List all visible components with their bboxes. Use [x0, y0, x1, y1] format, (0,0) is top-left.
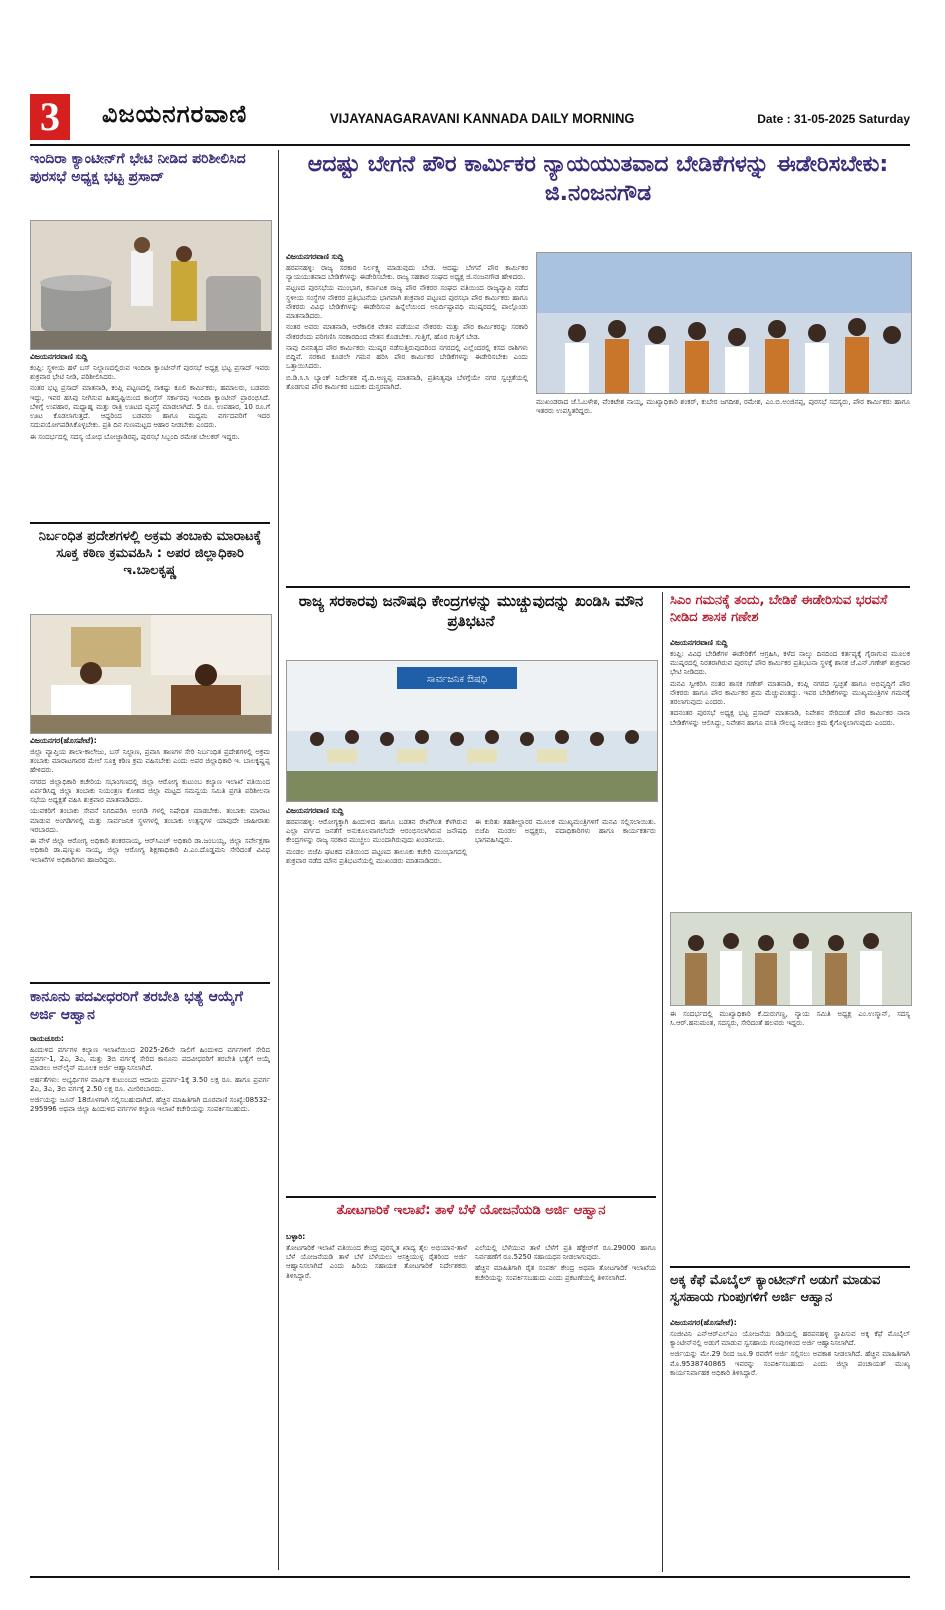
story-law-graduates: [30, 988, 270, 1025]
story-canteen: [30, 150, 270, 187]
headline-akka-cafe: ಅಕ್ಕ ಕೆಫೆ ಮೊಬೈಲ್ ಕ್ಯಾಂಟೀನ್‌ಗೆ ಅಡುಗೆ ಮಾಡುವ ಸ್ವಸಹಾಯ ಗುಂಪುಗಳಿಗೆ ಅರ್ಜಿ ಆಹ್ವಾನ: [670, 1273, 881, 1306]
body-main-continued: [536, 398, 910, 416]
masthead-title-kannada: ವಿಜಯನಗರವಾಣಿ: [102, 100, 248, 128]
paragraph: ನಂತರ ಅವರು ಮಾತನಾಡಿ, ಅರೆಕಾಲಿಕ ವೇತನ ಪಡೆಯುವ ನೌಕರರು ಮತ್ತು ಪೌರ ಕಾರ್ಮಿಕರನ್ನು ಸರಕಾರಿ ನೌಕರರೆಂದು ಪರಿಗಣಿಸಿ ಸರಕಾರದಿಂದ ವೇತನ ಕೊಡಬೇಕು. ಗುತ್ತಿಗೆ, ಹೊರ ಗುತ್ತಿಗೆ ಬೇಡ.: [286, 323, 528, 341]
body-main: [286, 264, 528, 392]
photo-tobacco-illustration: [31, 615, 271, 733]
story-main-text: [286, 252, 528, 394]
paragraph: ಈ ಸಂದರ್ಭದಲ್ಲಿ ಸದಸ್ಯ ಯೋಧ ಬೋಜ್ಜಾಡಿರಪ್ಪ, ಪುರಸಭೆ ಸಿಬ್ಬಂದಿ ರಮೇಶ ಬೇಲಕರ್ ಇದ್ದರು.: [30, 432, 240, 441]
story-jan-aushadhi-text: [286, 806, 656, 866]
headline-jan-aushadhi: ರಾಜ್ಯ ಸರಕಾರವು ಜನೌಷಧಿ ಕೇಂದ್ರಗಳನ್ನು ಮುಚ್ಚುವುದನ್ನು ಖಂಡಿಸಿ ಮೌನ ಪ್ರತಿಭಟನೆ: [298, 592, 644, 630]
newspaper-page: [30, 92, 910, 1592]
paragraph: ಮುಖಂಡರಾದ ಜೆ.ಓಬಳೇಶ, ವೆಂಕಟೇಶ ನಾಯ್ಕ, ಮುಖ್ಯಾಧಿಕಾರಿ ಶಂಕರ್, ಕುಬೇರ ಜಗದೀಶ, ರಮೇಶ, ಎಂ.ಬಿ.ಅಂಜಿನಪ್ಪ, ಪುರಸಭೆ ಸದಸ್ಯರು, ಪೌರ ಕಾರ್ಮಿಕರು ಹಾಗೂ ಇತರರು ಉಪಸ್ಥಿತರಿದ್ದರು.: [536, 398, 910, 416]
store-sign: ಸಾರ್ವಜನಿಕ ಔಷಧಿ: [426, 674, 488, 685]
photo-canteen-illustration: [31, 221, 271, 349]
paragraph: ಹರಪನಹಳ್ಳಿ: ಆರೋಗ್ಯಕ್ಕಾಗಿ ಹಿಂದುಳಿದ ಹಾಗೂ ಬಡತನ ರೇಖೆಗಿಂತ ಕೆಳಗಿರುವ ಎಲ್ಲಾ ವರ್ಗದ ಜನತೆಗೆ ಅನುಕೂಲವಾಗಲೆಂದೇ ಆರಂಭಿಸಲಾಗಿರುವ ಜನೌಷಧಿ ಕೇಂದ್ರಗಳನ್ನು ರಾಜ್ಯ ಸರಕಾರ ಮುಚ್ಚಲು ಮುಂದಾಗಿರುವುದು ಖಂಡನೀಯ.: [286, 818, 467, 845]
paragraph: ಜಿಲ್ಲಾ ವ್ಯಾಪ್ತಿಯ ಶಾಲಾ-ಕಾಲೇಜು, ಬಸ್ ನಿಲ್ದಾಣ, ಪ್ರವಾಸಿ ತಾಣಗಳ ಸೇರಿ ನಿರ್ಬಂಧಿತ ಪ್ರದೇಶಗಳಲ್ಲಿ ಅಕ್ರಮ ತಂಬಾಕು ಮಾರಾಟಗಾರರ ಮೇಲೆ ಸೂಕ್ತ ಕಠಿಣ ಕ್ರಮ ವಹಿಸಬೇಕು ಎಂದು ಅಪರ ಜಿಲ್ಲಾಧಿಕಾರಿ ಇ. ಬಾಲಕೃಷ್ಣಪ್ಪ ಹೇಳಿದರು.: [30, 748, 270, 775]
headline-canteen: ಇಂದಿರಾ ಕ್ಯಾಂಟೀನ್‌ಗೆ ಭೇಟಿ ನೀಡಿದ ಪರಿಶೀಲಿಸಿದ ಪುರಸಭೆ ಅಧ್ಯಕ್ಷ ಭಟ್ಟ ಪ್ರಸಾದ್: [30, 151, 246, 186]
page-bottom-rule: [30, 1576, 910, 1578]
divider: [30, 522, 270, 524]
headline-law-graduates: ಕಾನೂನು ಪದವೀಧರರಿಗೆ ತರಬೇತಿ ಭತ್ಯೆ ಆಯ್ಕೆಗೆ ಅರ್ಜಿ ಆಹ್ವಾನ: [30, 989, 243, 1024]
byline-law: ರಾಯಚೂರು:: [30, 1034, 64, 1043]
body-cm-visit-continued: [670, 1010, 910, 1028]
body-cm-visit: [670, 650, 910, 728]
byline-main: ವಿಜಯನಗರವಾಣಿ ಸುದ್ದಿ: [286, 252, 344, 261]
paragraph: ನಂತರ ಭಟ್ಟ ಪ್ರಸಾದ್ ಮಾತನಾಡಿ, ಕಂಪ್ಲಿ ಪಟ್ಟಣದಲ್ಲಿ ಸಾಕಷ್ಟು ಕೂಲಿ ಕಾರ್ಮಿಕರು, ಹಮಾಲರು, ಬಡವರು ಇದ್ದು, ಇವರ ಹಸಿವು ನೀಗಿಸುವ ಹಿತದೃಷ್ಟಿಯಿಂದ ಕಾಂಗ್ರೆಸ್ ಸರ್ಕಾರವು ಇಂದಿರಾ ಕ್ಯಾಂಟೀನ್ ಪ್ರಾರಂಭಿಸಿದೆ. ಬೆಳಿಗ್ಗೆ ಉಪಹಾರ, ಮಧ್ಯಾಹ್ನ ಮತ್ತು ರಾತ್ರಿ ಊಟದ ವ್ಯವಸ್ಥೆ ಮಾಡಲಾಗಿದೆ. 5 ರೂ. ಉಪಹಾರ, 10 ರೂ.ಗೆ ಊಟ ಕೊಡಲಾಗುತ್ತದೆ. ಆದ್ದರಿಂದ ಬಡವರು ಹಾಗೂ ಮಧ್ಯಮ ವರ್ಗದವರಿಗೆ ಇದರ ಸದುಪಯೋಗಪಡಿಸಿಕೊಳ್ಳಬೇಕು. ಪ್ರತಿ ದಿನ ಗುಣಮಟ್ಟದ ಆಹಾರ ನೀಡಬೇಕು ಎಂದರು.: [30, 384, 270, 430]
photo-protest-illustration: [537, 253, 911, 393]
paragraph: ಸಂಜೀವಿನಿ ಎನ್‌ಆರ್‌ಎಲ್‌ಎಂ ಯೋಜನೆಯ ಡಿಡಿಯಲ್ಲಿ ಹರಪನಹಳ್ಳಿ ಸ್ಥಾಪಿಸುವ ಅಕ್ಕ ಕೆಫೆ ಮೊಬೈಲ್ ಕ್ಯಾಂಟೀನ್‌ನಲ್ಲಿ ಅಡುಗೆ ಮಾಡುವ ಸ್ವಸಹಾಯ ಗುಂಪುಗಳಿಂದ ಅರ್ಜಿ ಆಹ್ವಾನಿಸಲಾಗಿದೆ.: [670, 1330, 910, 1348]
story-illegal-tobacco: [30, 528, 270, 579]
paragraph: ಈ ಕುರಿತು ತಹಶೀಲ್ದಾರರ ಮೂಲಕ ಮುಖ್ಯಮಂತ್ರಿಗಳಿಗೆ ಮನವಿ ಸಲ್ಲಿಸಲಾಯಿತು. ಬಿಜೆಪಿ ಮಂಡಲ ಅಧ್ಯಕ್ಷರು, ಪದಾಧಿಕಾರಿಗಳು ಹಾಗೂ ಕಾರ್ಯಕರ್ತರು ಭಾಗವಹಿಸಿದ್ದರು.: [475, 818, 656, 845]
photo-jan-aushadhi-illustration: [287, 661, 657, 801]
story-main-continued: [536, 398, 910, 418]
story-jan-aushadhi: [286, 592, 656, 632]
body-canteen: [30, 364, 270, 442]
byline-cm-visit: ವಿಜಯನಗರವಾಣಿ ಸುದ್ದಿ: [670, 638, 728, 647]
paragraph: ಎಲೆಯಲ್ಲಿ ಬೆಳೆಯುವ ತಾಳೆ ಬೆಳೆಗೆ ಪ್ರತಿ ಹೆಕ್ಟೇರ್‌ಗೆ ರೂ.29000 ಹಾಗೂ ನಿರ್ವಹಣೆಗೆ ರೂ.5250 ಸಹಾಯಧನ ನೀಡಲಾಗುವುದು.: [475, 1244, 656, 1262]
paragraph: ಅರ್ಜಿಯನ್ನು ಮೇ.29 ರಿಂದ ಜೂ.9 ರವರೆಗೆ ಅರ್ಜಿ ಸಲ್ಲಿಸಲು ಅವಕಾಶ ನೀಡಲಾಗಿದೆ. ಹೆಚ್ಚಿನ ಮಾಹಿತಿಗಾಗಿ ಮೊ.9538740865 ಇವರನ್ನು ಸಂಪರ್ಕಿಸಬಹುದು ಎಂದು ಜಿಲ್ಲಾ ಪಂಚಾಯತ್ ಮುಖ್ಯ ಕಾರ್ಯನಿರ್ವಾಹಕ ಅಧಿಕಾರಿ ತಿಳಿಸಿದ್ದಾರೆ.: [670, 1350, 910, 1377]
paragraph: ಬಿ.ಡಿ.ಸಿ.ಸಿ ಬ್ಯಾಂಕ್ ನಿರ್ದೇಶಕ ವೈ.ದಿ.ಅಣ್ಣಪ್ಪ ಮಾತನಾಡಿ, ಪ್ರತಿನಿತ್ಯವೂ ಬೆಳಗ್ಗೆಯೇ ನಗರ ಸ್ವಚ್ಛತೆಯಲ್ಲಿ ತೊಡಗುವ ಪೌರ ಕಾರ್ಮಿಕರ ಬದುಕು ದುಸ್ತರವಾಗಿದೆ.: [286, 373, 528, 391]
story-canteen-text: [30, 352, 270, 444]
story-cm-visit: [670, 592, 910, 626]
divider: [670, 1266, 910, 1268]
body-tobacco: [30, 748, 270, 865]
story-horticulture: [286, 1202, 656, 1219]
paragraph: ಯುವಕರಿಗೆ ತಂಬಾಕು ಸೇವನೆ ನಿಗದಿಪಡಿಸಿ ಅಂಗಡಿ ಗಳಲ್ಲಿ ನಿಷೇಧಿತ ಮಾಡಬೇಕು. ತಂಬಾಕು ಮಾರಾಟ ಮಾಡುವ ಅಂಗಡಿಗಳಲ್ಲಿ ಮತ್ತು ಸಾರ್ವಜನಿಕ ಸ್ಥಳಗಳಲ್ಲಿ ತಂಬಾಕು ಉತ್ಪನ್ನಗಳ ಯಾವುದೇ ಜಾಹೀರಾತು ಇರಬಾರದು.: [30, 807, 270, 834]
story-akka-cafe: [670, 1272, 910, 1306]
story-main-headline: [286, 150, 910, 208]
headline-illegal-tobacco: ನಿರ್ಬಂಧಿತ ಪ್ರದೇಶಗಳಲ್ಲಿ ಅಕ್ರಮ ತಂಬಾಕು ಮಾರಾಟಕ್ಕೆ ಸೂಕ್ತ ಕಠಿಣ ಕ್ರಮವಹಿಸಿ : ಅಪರ ಜಿಲ್ಲಾಧಿಕಾರಿ ಇ.ಬಾಲಕೃಷ್ಣ: [38, 529, 262, 579]
paragraph: ಹರಪನಹಳ್ಳಿ: ರಾಜ್ಯ ಸರಕಾರ ನಿರ್ಲಕ್ಷ್ಯ ಮಾಡುವುದು ಬೇಡ. ಆದಷ್ಟು ಬೇಗನೆ ಪೌರ ಕಾರ್ಮಿಕರ ನ್ಯಾಯಯುತವಾದ ಬೇಡಿಕೆಗಳನ್ನು ಈಡೇರಿಸಬೇಕು. ರಾಜ್ಯ ಸಹಕಾರ ಸಂಘದ ಅಧ್ಯಕ್ಷ ಜಿ.ನಂಜನಗೌಡ ಹೇಳಿದರು.: [286, 264, 528, 282]
body-horticulture: [286, 1244, 656, 1284]
paragraph: ಮಂಡಲ ಬಿಜೆಪಿ ಘಟಕದ ವತಿಯಿಂದ ಪಟ್ಟಣದ ತಾಲೂಕು ಕಚೇರಿ ಮುಂಭಾಗದಲ್ಲಿ ಶುಕ್ರವಾರ ನಡೆದ ಮೌನ ಪ್ರತಿಭಟನೆಯಲ್ಲಿ ಮುಖಂಡರು ಮಾತನಾಡಿದರು.: [286, 847, 467, 865]
headline-horticulture: ತೋಟಗಾರಿಕೆ ಇಲಾಖೆ: ತಾಳೆ ಬೆಳೆ ಯೋಜನೆಯಡಿ ಅರ್ಜಿ ಆಹ್ವಾನ: [336, 1203, 606, 1218]
story-illegal-tobacco-text: [30, 736, 270, 867]
headline-cm-visit: ಸಿಎಂ ಗಮನಕ್ಕೆ ತಂದು, ಬೇಡಿಕೆ ಈಡೇರಿಸುವ ಭರವಸೆ ನೀಡಿದ ಶಾಸಕ ಗಣೇಶ: [670, 593, 888, 626]
byline-jan-aushadhi: ವಿಜಯನಗರವಾಣಿ ಸುದ್ದಿ: [286, 806, 344, 815]
paragraph: ಈ ವೇಳೆ ಜಿಲ್ಲಾ ಆರೋಗ್ಯ ಅಧಿಕಾರಿ ಶಂಕರನಾಯ್ಕ, ಆರ್‌ಸಿಎಚ್ ಅಧಿಕಾರಿ ಡಾ.ಜಂಬಯ್ಯ, ಜಿಲ್ಲಾ ಸರ್ವೇಕ್ಷಣಾ ಅಧಿಕಾರಿ ಡಾ.ಷಣ್ಮುಖ ನಾಯ್ಕ, ಜಿಲ್ಲಾ ಆರೋಗ್ಯ ಶಿಕ್ಷಣಾಧಿಕಾರಿ ಪಿ.ಎಂ.ದೊಡ್ಡಮನಿ ಸೇರಿದಂತೆ ವಿವಿಧ ಇಲಾಖೆಗಳ ಅಧಿಕಾರಿಗಳು ಹಾಜರಿದ್ದರು.: [30, 837, 270, 864]
byline-akka-cafe: ವಿಜಯನಗರ(ಹೊಸಪೇಟೆ):: [670, 1318, 737, 1327]
masthead: [30, 92, 910, 146]
divider: [286, 586, 910, 588]
photo-cm-visit-illustration: [671, 913, 911, 1005]
paragraph: ಹೆಚ್ಚಿನ ಮಾಹಿತಿಗಾಗಿ ರೈತ ಸಂಪರ್ಕ ಕೇಂದ್ರ ಅಥವಾ ತೋಟಗಾರಿಕೆ ಇಲಾಖೆಯ ಕಚೇರಿಯನ್ನು ಸಂಪರ್ಕಿಸಬಹುದು ಎಂದು ಪ್ರಕಟಣೆಯಲ್ಲಿ ತಿಳಿಸಲಾಗಿದೆ.: [475, 1264, 656, 1282]
divider: [30, 982, 270, 984]
byline-tobacco: ವಿಜಯನಗರ(ಹೊಸಪೇಟೆ):: [30, 736, 97, 745]
column-rule: [662, 592, 663, 1572]
paragraph: ಈ ಸಂದರ್ಭದಲ್ಲಿ ಮುಖ್ಯಾಧಿಕಾರಿ ಕೆ.ದುರುಗಣ್ಣ, ನ್ಯಾಯ ಸಮಿತಿ ಅಧ್ಯಕ್ಷ ಎಂ.ಉಸ್ಮಾನ್, ಸದಸ್ಯ ಸಿ.ಆರ್.ಹನುಮಂತ, ಸದಸ್ಯರು, ಸೇರಿದಂತೆ ಹಲವರು ಇದ್ದರು.: [670, 1010, 910, 1028]
body-jan-aushadhi: [286, 818, 656, 866]
body-law: [30, 1046, 270, 1115]
paragraph: ನಾವು ದಿನನಿತ್ಯದ ಪೌರ ಕಾರ್ಮಿಕರು ಮುಷ್ಕರ ನಡೆಸುತ್ತಿರುವುದರಿಂದ ನಗರದಲ್ಲಿ ಎಲ್ಲೆಂದರಲ್ಲಿ ಕಸದ ರಾಶಿಗಳು ಬಿದ್ದಿವೆ. ಸರಕಾರ ಕೂಡಲೇ ಗಮನ ಹರಿಸಿ ಪೌರ ಕಾರ್ಮಿಕರ ಬೇಡಿಕೆಗಳನ್ನು ಈಡೇರಿಸಬೇಕು ಎಂದು ಒತ್ತಾಯಿಸಿದರು.: [286, 343, 528, 371]
photo-jan-aushadhi: [286, 660, 658, 802]
paragraph: ಅರ್ಜಿಯನ್ನು ಜೂನ್ 18ರೊಳಗಾಗಿ ಸಲ್ಲಿಸಬಹುದಾಗಿದೆ. ಹೆಚ್ಚಿನ ಮಾಹಿತಿಗಾಗಿ ದೂರವಾಣಿ ಸಂಖ್ಯೆ:08532-295996 ಅಥವಾ ಜಿಲ್ಲಾ ಹಿಂದುಳಿದ ವರ್ಗಗಳ ಕಲ್ಯಾಣ ಇಲಾಖೆ ಕಚೇರಿಯನ್ನು ಸಂಪರ್ಕಿಸಬಹುದು.: [30, 1096, 270, 1114]
story-akka-cafe-text: [670, 1318, 910, 1380]
body-akka-cafe: [670, 1330, 910, 1378]
byline-horticulture: ಬಳ್ಳಾರಿ:: [286, 1232, 306, 1241]
paragraph: ಹಿಂದುಳಿದ ವರ್ಗಗಳ ಕಲ್ಯಾಣ ಇಲಾಖೆಯಿಂದ 2025-26ನೇ ಸಾಲಿಗೆ ಹಿಂದುಳಿದ ವರ್ಗಗಳಿಗೆ ಸೇರಿದ ಪ್ರವರ್ಗ-1, 2ಎ, 3ಎ, ಮತ್ತು 3ಬಿ ವರ್ಗಕ್ಕೆ ಸೇರಿದ ಕಾನೂನು ಪದವೀಧರರಿಗೆ ತರಬೇತಿ ಭತ್ಯೆಗೆ ಆಯ್ಕೆ ಮಾಡಲು ಆನ್‌ಲೈನ್ ಮೂಲಕ ಅರ್ಜಿ ಆಹ್ವಾನಿಸಲಾಗಿದೆ.: [30, 1046, 270, 1073]
paragraph: ಕಂಪ್ಲಿ: ವಿವಿಧ ಬೇಡಿಕೆಗಳ ಈಡೇರಿಕೆಗೆ ಆಗ್ರಹಿಸಿ, ಕಳೆದ ನಾಲ್ಕು ದಿನದಿಂದ ಕರ್ತವ್ಯಕ್ಕೆ ಗೈರಾಗುವ ಮೂಲಕ ಮುಷ್ಕರದಲ್ಲಿ ನಿರತರಾಗಿರುವ ಪುರಸಭೆ ಪೌರ ಕಾರ್ಮಿಕರ ಪ್ರತಿಭಟನಾ ಸ್ಥಳಕ್ಕೆ ಶಾಸಕ ಜೆ.ಎನ್.ಗಣೇಶ್ ಶುಕ್ರವಾರ ಭೇಟಿ ನೀಡಿದರು.: [670, 650, 910, 677]
story-cm-visit-text: [670, 638, 910, 730]
story-law-graduates-text: [30, 1034, 270, 1117]
divider: [286, 1196, 656, 1198]
byline-canteen: ವಿಜಯನಗರವಾಣಿ ಸುದ್ದಿ: [30, 352, 88, 361]
masthead-title-english: VIJAYANAGARAVANI KANNADA DAILY MORNING: [330, 110, 635, 126]
story-cm-visit-continued: [670, 1010, 910, 1030]
photo-canteen: [30, 220, 272, 350]
photo-protest-main: [536, 252, 912, 394]
photo-tobacco-meeting: [30, 614, 272, 734]
paragraph: ಕಂಪ್ಲಿ: ಸ್ಥಳೀಯ ಹಳೆ ಬಸ್ ನಿಲ್ದಾಣದಲ್ಲಿರುವ ಇಂದಿರಾ ಕ್ಯಾಂಟೀನ್‌ಗೆ ಪುರಸಭೆ ಅಧ್ಯಕ್ಷ ಭಟ್ಟ ಪ್ರಸಾದ್ ಇವರು ಶುಕ್ರವಾರ ಭೇಟಿ ನೀಡಿ, ಪರಿಶೀಲಿಸಿದರು.: [30, 364, 270, 382]
masthead-date: Date : 31-05-2025 Saturday: [757, 112, 910, 126]
page-number: 3: [30, 94, 70, 140]
story-horticulture-text: [286, 1232, 656, 1284]
headline-main: ಆದಷ್ಟು ಬೇಗನೆ ಪೌರ ಕಾರ್ಮಿಕರ ನ್ಯಾಯಯುತವಾದ ಬೇಡಿಕೆಗಳನ್ನು ಈಡೇರಿಸಬೇಕು: ಜಿ.ನಂಜನಗೌಡ: [307, 152, 889, 207]
paragraph: ತೋಟಗಾರಿಕೆ ಇಲಾಖೆ ವತಿಯಿಂದ ಕೇಂದ್ರ ಪುರಸ್ಕೃತ ಖಾದ್ಯ ತೈಲ ಅಭಿಯಾನ-ತಾಳೆ ಬೆಳೆ ಯೋಜನೆಯಡಿ ತಾಳೆ ಬೆಳೆ ಬೆಳೆಯಲು ಆಸಕ್ತಿಯುಳ್ಳ ರೈತರಿಂದ ಅರ್ಜಿ ಆಹ್ವಾನಿಸಲಾಗಿದೆ ಎಂದು ಹಿರಿಯ ಸಹಾಯಕ ತೋಟಗಾರಿಕೆ ನಿರ್ದೇಶಕರು ತಿಳಿಸಿದ್ದಾರೆ.: [286, 1244, 467, 1280]
paragraph: ತದನಂತರ ಪುರಸಭೆ ಅಧ್ಯಕ್ಷ ಭಟ್ಟ ಪ್ರಸಾದ್ ಮಾತನಾಡಿ, ನಿವೇಶನ ಸೇರಿದಂತೆ ಪೌರ ಕಾರ್ಮಿಕರ ನಾನಾ ಬೇಡಿಕೆಗಳನ್ನು ಆಲಿಸಿದ್ದು, ನಿವೇಶನ ಹಾಗೂ ವಸತಿ ಸೌಲಭ್ಯ ನೀಡಲು ಕ್ರಮ ಕೈಗೊಳ್ಳಲಾಗುವುದು ಎಂದರು.: [670, 709, 910, 727]
paragraph: ಅರ್ಹತೆಗಳು: ಅಭ್ಯರ್ಥಿಗಳ ವಾರ್ಷಿಕ ಕುಟುಂಬದ ಆದಾಯ ಪ್ರವರ್ಗ-1ಕ್ಕೆ 3.50 ಲಕ್ಷ ರೂ. ಹಾಗೂ ಪ್ರವರ್ಗ 2ಎ, 3ಎ, 3ಬಿ ವರ್ಗಕ್ಕೆ 2.50 ಲಕ್ಷ ರೂ. ಮೀರಿರಬಾರದು.: [30, 1075, 270, 1093]
photo-cm-visit: [670, 912, 912, 1006]
paragraph: ಪಟ್ಟಣದ ಪುರಸಭೆಯ ಮುಂಭಾಗ, ಕರ್ನಾಟಕ ರಾಜ್ಯ ಪೌರ ನೌಕರರ ಸಂಘದ ವತಿಯಿಂದ ರಾಜ್ಯವ್ಯಾಪಿ ನಡೆದ ಸ್ಥಳೀಯ ಸಂಸ್ಥೆಗಳ ನೌಕರರ ಪ್ರತಿಭಟನೆಯ ಭಾಗವಾಗಿ ಶುಕ್ರವಾರ ಪಟ್ಟಣದ ಪುರಸಭಾ ಪೌರ ಕಾರ್ಮಿಕರು ಹಾಗೂ ನೌಕರರು ವಿವಿಧ ಬೇಡಿಕೆಗಳನ್ನು ಈಡೇರಿಸುವ ಹಿನ್ನೆಲೆಯಿಂದ ಅನಿರ್ದಿಷ್ಟಾವಧಿ ಮುಷ್ಕರದಲ್ಲಿ ಪಾಲ್ಗೊಂಡು ಮಾತನಾಡಿದರು.: [286, 284, 528, 321]
paragraph: ನಗರದ ಜಿಲ್ಲಾಧಿಕಾರಿ ಕಚೇರಿಯ ಸಭಾಂಗಣದಲ್ಲಿ ಜಿಲ್ಲಾ ಆರೋಗ್ಯ ಕುಟುಂಬ ಕಲ್ಯಾಣ ಇಲಾಖೆ ವತಿಯಿಂದ ಏರ್ಪಡಿಸಿದ್ದ ಜಿಲ್ಲಾ ತಂಬಾಕು ನಿಯಂತ್ರಣ ಕೋಶದ ಜಿಲ್ಲಾ ಮಟ್ಟದ ಸಮನ್ವಯ ಸಮಿತಿ ಪ್ರಗತಿ ಪರಿಶೀಲನಾ ಸಭೆಯ ಅಧ್ಯಕ್ಷತೆ ವಹಿಸಿ ಶುಕ್ರವಾರ ಮಾತನಾಡಿದರು.: [30, 777, 270, 805]
column-rule: [278, 150, 279, 1570]
paragraph: ಮನವಿ ಸ್ವೀಕರಿಸಿ ನಂತರ ಶಾಸಕ ಗಣೇಶ್ ಮಾತನಾಡಿ, ಕಂಪ್ಲಿ ನಗರದ ಸ್ವಚ್ಛತೆ ಹಾಗೂ ಅಭಿವೃದ್ಧಿಗೆ ಪೌರ ನೌಕರರು ಹಾಗೂ ಪೌರ ಕಾರ್ಮಿಕರ ಶ್ರಮ ಮೆಚ್ಚುವಂತದ್ದು. ಇವರ ಬೇಡಿಕೆಗಳನ್ನು ಮುಖ್ಯಮಂತ್ರಿಗಳ ಗಮನಕ್ಕೆ ತರಲಾಗುವುದು ಎಂದರು.: [670, 679, 910, 707]
